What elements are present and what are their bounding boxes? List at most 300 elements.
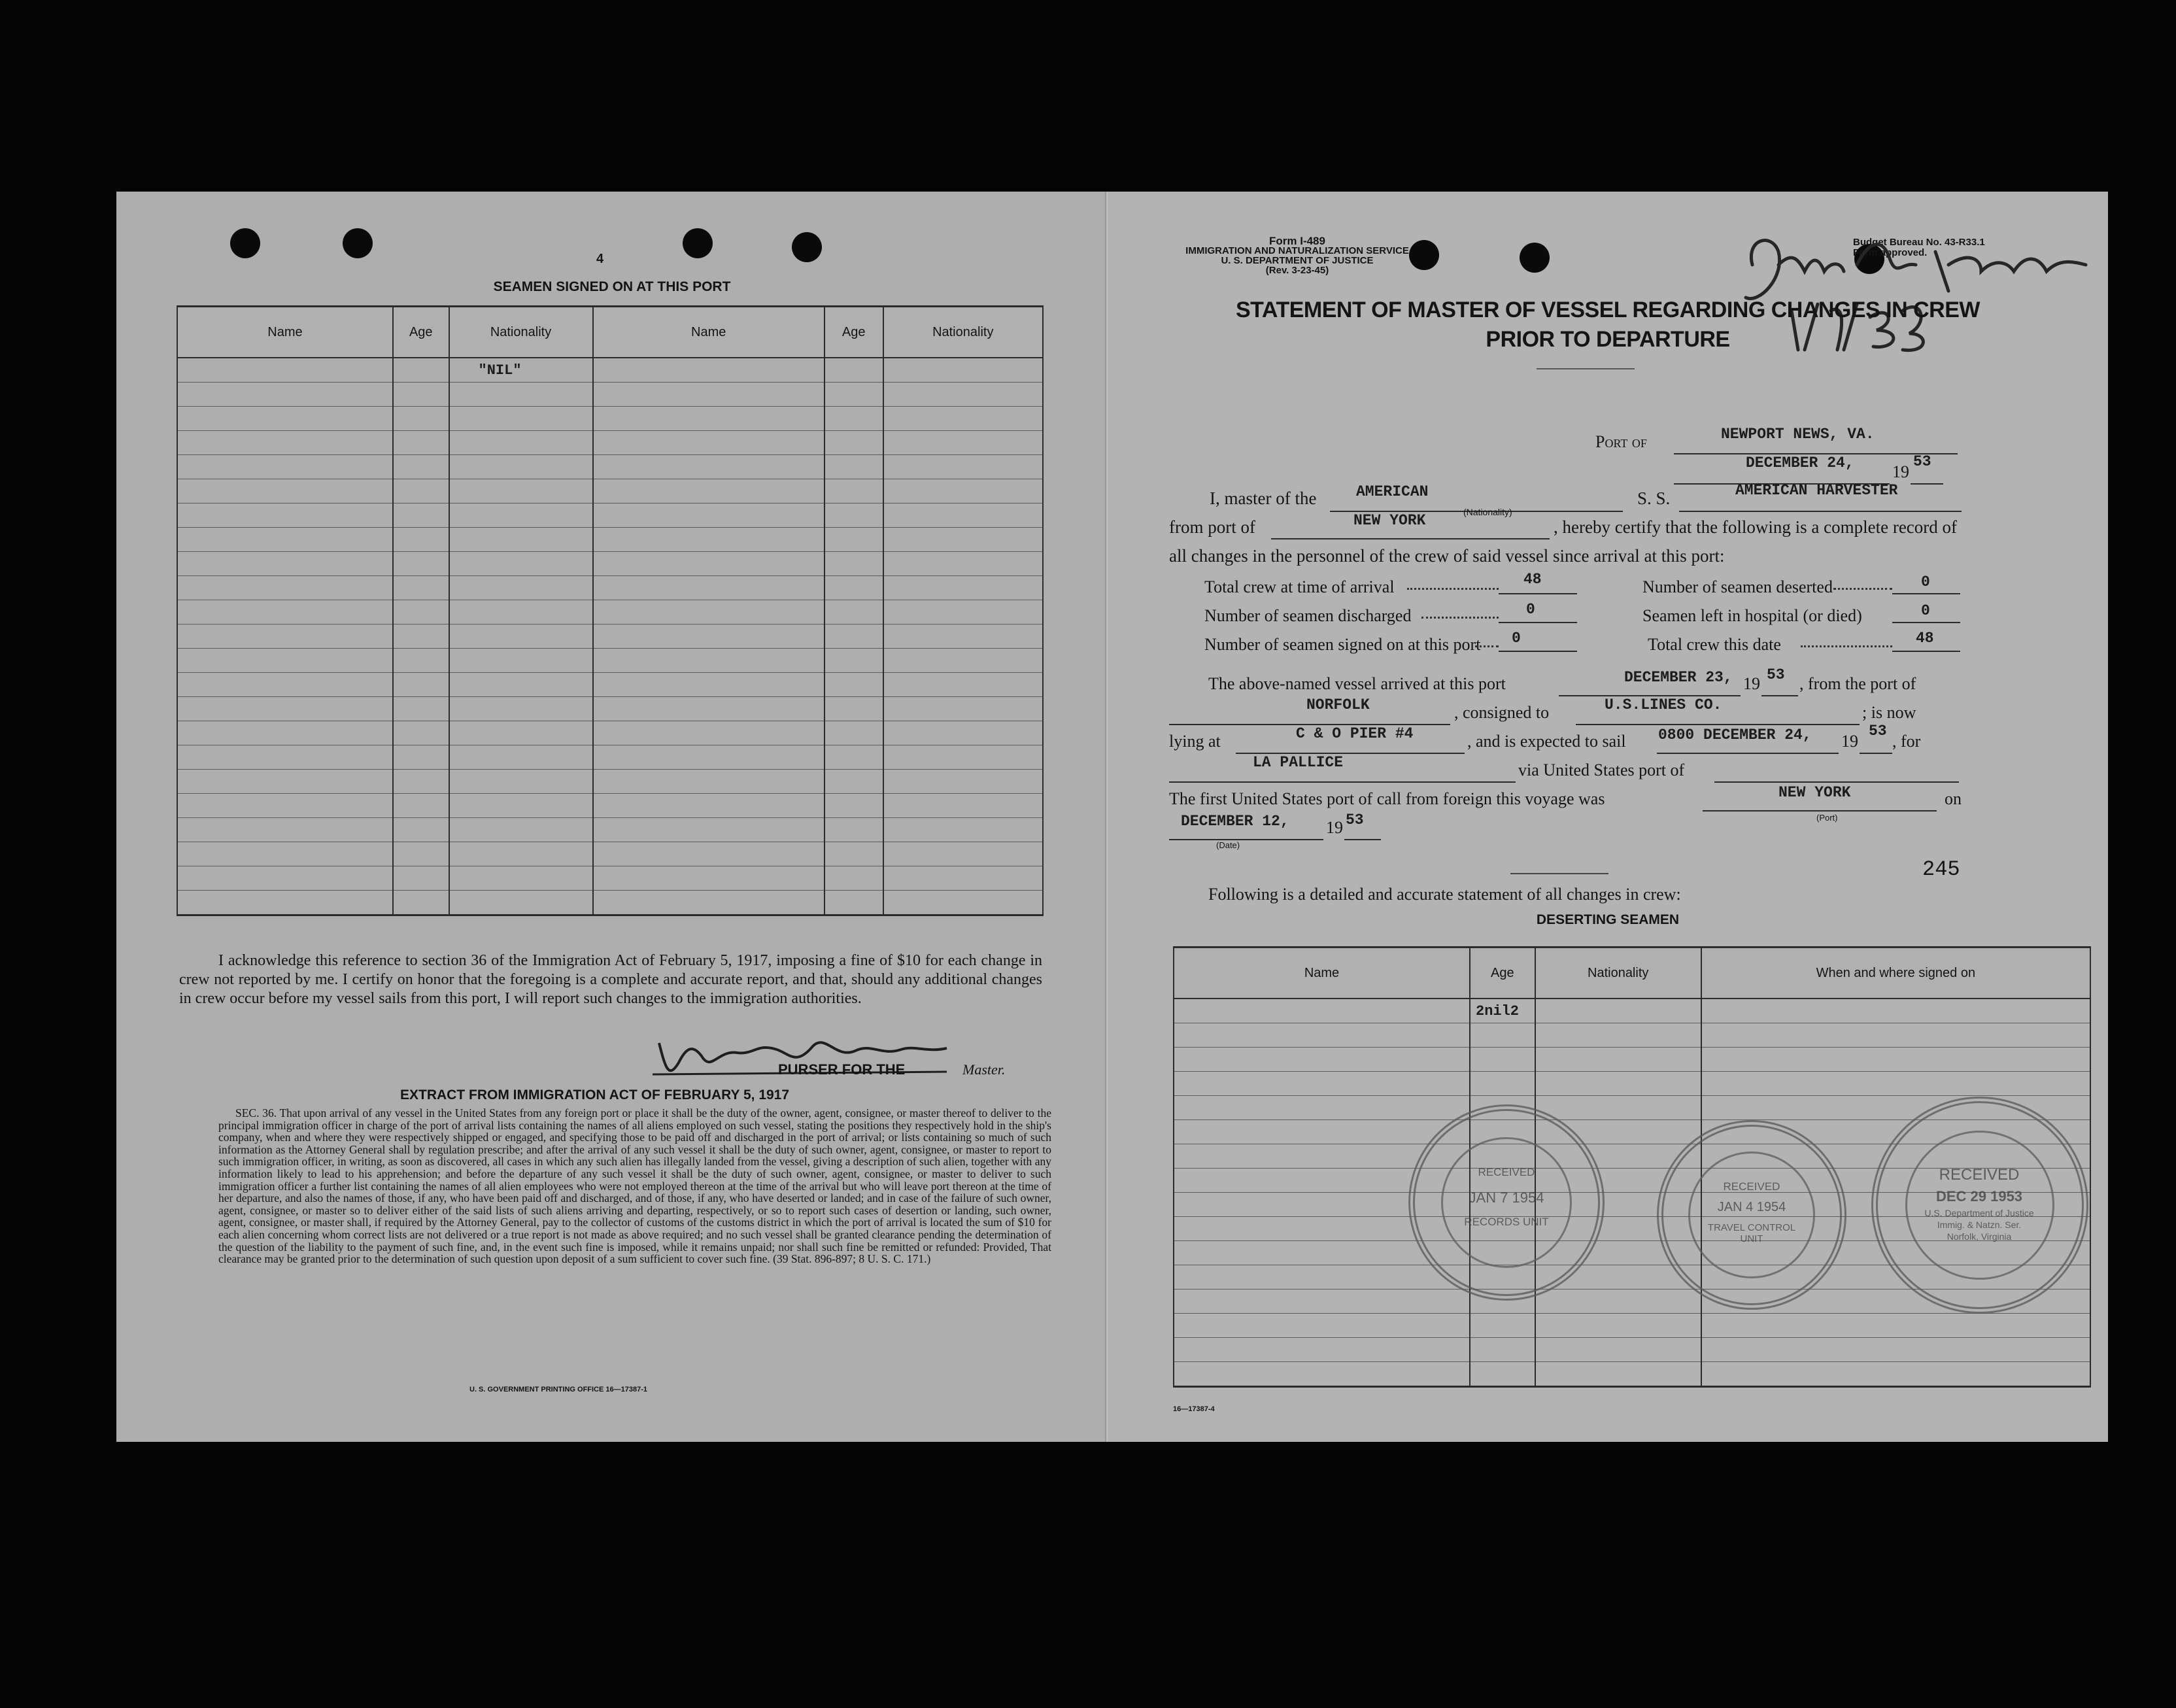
table-cell xyxy=(824,479,883,504)
table-cell xyxy=(593,431,824,455)
table-row xyxy=(1174,1314,2090,1338)
table-cell xyxy=(177,383,393,407)
discharged-label: Number of seamen discharged xyxy=(1204,606,1412,625)
value-line xyxy=(1499,636,1577,652)
table-cell xyxy=(449,866,593,891)
table-row xyxy=(177,455,1043,479)
column-header: Name xyxy=(593,307,824,358)
table-cell xyxy=(1174,1265,1470,1290)
signed-on-value: 0 xyxy=(1512,630,1521,647)
table-cell xyxy=(593,552,824,576)
deserting-title: DESERTING SEAMEN xyxy=(1536,912,1680,927)
form-header xyxy=(1173,236,1421,275)
table-cell xyxy=(1535,1048,1701,1072)
table-row xyxy=(177,721,1043,745)
table-row xyxy=(177,479,1043,504)
table-cell xyxy=(449,697,593,721)
table-cell xyxy=(449,624,593,649)
leader-dots xyxy=(1833,588,1892,590)
form-title xyxy=(1108,298,2108,352)
table-cell xyxy=(593,528,824,552)
column-header: Name xyxy=(1174,948,1470,999)
table-cell xyxy=(1535,1314,1701,1338)
arrived-label: The above-named vessel arrived at this port xyxy=(1208,674,1506,693)
table-cell xyxy=(883,479,1043,504)
right-page xyxy=(1108,192,2108,1442)
stamp-ring xyxy=(1905,1131,2054,1280)
table-cell xyxy=(1470,1362,1535,1387)
master-of-the-label: I, master of the xyxy=(1210,488,1317,508)
year-prefix: 19 xyxy=(1841,732,1858,751)
table-row xyxy=(177,745,1043,770)
stamp-text: TRAVEL CONTROL UNIT xyxy=(1707,1222,1796,1244)
table-cell xyxy=(393,383,449,407)
certify-text-2: all changes in the personnel of the crew of said vessel since arrival at this port: xyxy=(1169,546,1725,566)
table-cell xyxy=(883,770,1043,794)
table-cell xyxy=(393,552,449,576)
form-approved: Form approved. xyxy=(1853,247,1928,258)
left-page xyxy=(116,192,1108,1442)
table-cell xyxy=(449,673,593,697)
table-cell xyxy=(824,431,883,455)
table-cell xyxy=(1174,1290,1470,1314)
table-cell xyxy=(393,866,449,891)
table-cell xyxy=(449,383,593,407)
table-cell xyxy=(1701,1362,2090,1387)
on-label: on xyxy=(1945,789,1962,808)
table-cell xyxy=(177,552,393,576)
table-row xyxy=(177,697,1043,721)
table-row xyxy=(177,504,1043,528)
deserted-value: 0 xyxy=(1921,573,1930,590)
first-port-label: The first United States port of call from foreign this voyage was xyxy=(1169,789,1605,808)
table-cell xyxy=(177,794,393,818)
table-cell xyxy=(449,745,593,770)
table-row xyxy=(177,407,1043,431)
table-cell xyxy=(593,673,824,697)
table-row xyxy=(177,624,1043,649)
origin-port: NORFOLK xyxy=(1306,696,1370,713)
stamp-date: JAN 7 1954 xyxy=(1469,1189,1544,1206)
title-line: STATEMENT OF MASTER OF VESSEL REGARDING CHANGES IN CREW xyxy=(1236,298,1980,322)
agency-line: IMMIGRATION AND NATURALIZATION SERVICE xyxy=(1185,245,1409,256)
port-label: Port of xyxy=(1595,432,1647,451)
table-cell xyxy=(883,407,1043,431)
printing-office: U. S. GOVERNMENT PRINTING OFFICE 16—17387-1 xyxy=(469,1386,648,1393)
table-cell xyxy=(393,479,449,504)
table-cell xyxy=(824,552,883,576)
table-cell xyxy=(593,576,824,600)
table-cell xyxy=(883,721,1043,745)
table-cell xyxy=(593,624,824,649)
punch-hole xyxy=(792,232,822,262)
table-row xyxy=(177,818,1043,842)
table-cell xyxy=(824,770,883,794)
table-cell xyxy=(393,431,449,455)
revision: (Rev. 3-23-45) xyxy=(1265,265,1329,276)
table-row xyxy=(177,431,1043,455)
table-cell xyxy=(883,383,1043,407)
section-title: SEAMEN SIGNED ON AT THIS PORT xyxy=(493,279,731,294)
table-cell xyxy=(1174,1362,1470,1387)
table-cell xyxy=(593,721,824,745)
table-cell xyxy=(1470,1314,1535,1338)
table-row xyxy=(177,891,1043,915)
table-cell xyxy=(177,407,393,431)
signer-title: PURSER FOR THE xyxy=(778,1061,906,1078)
table-cell xyxy=(1535,1023,1701,1048)
sheet-number: 245 xyxy=(1922,857,1960,881)
arrived-date: DECEMBER 23, xyxy=(1624,669,1733,686)
table-cell xyxy=(393,818,449,842)
lying-at-label: lying at xyxy=(1169,732,1221,751)
via-line xyxy=(1714,767,1959,783)
table-cell xyxy=(449,528,593,552)
year-line xyxy=(1860,738,1892,754)
ship-name: AMERICAN HARVESTER xyxy=(1735,482,1898,499)
consigned-label: , consigned to xyxy=(1454,703,1550,722)
punch-hole xyxy=(1520,243,1550,273)
table-cell xyxy=(883,358,1043,383)
table-cell xyxy=(593,842,824,866)
first-port-value: NEW YORK xyxy=(1778,784,1851,801)
table-cell xyxy=(593,697,824,721)
divider xyxy=(1510,873,1608,874)
table-row xyxy=(177,794,1043,818)
table-cell xyxy=(449,455,593,479)
table-cell xyxy=(393,624,449,649)
nationality-value: AMERICAN xyxy=(1356,483,1429,500)
table-cell xyxy=(824,600,883,624)
table-cell xyxy=(824,721,883,745)
table-cell xyxy=(177,431,393,455)
table-cell xyxy=(883,866,1043,891)
table-cell xyxy=(1174,1072,1470,1096)
table-cell xyxy=(177,455,393,479)
sail-year: 53 xyxy=(1869,723,1887,740)
certify-text: , hereby certify that the following is a complete record of xyxy=(1554,517,1958,537)
table-cell xyxy=(177,745,393,770)
column-header: Nationality xyxy=(1535,948,1701,999)
table-cell xyxy=(824,745,883,770)
from-port-label: from port of xyxy=(1169,517,1255,537)
table-cell xyxy=(177,504,393,528)
table-cell xyxy=(1701,1338,2090,1362)
table-cell xyxy=(177,576,393,600)
ss-label: S. S. xyxy=(1637,488,1671,508)
agency-line: U. S. DEPARTMENT OF JUSTICE xyxy=(1221,255,1374,266)
signed-on-label: Number of seamen signed on at this port xyxy=(1204,635,1481,654)
port-value: NEWPORT NEWS, VA. xyxy=(1721,426,1875,443)
table-cell xyxy=(824,794,883,818)
table-cell xyxy=(824,891,883,915)
acknowledgement-text: I acknowledge this reference to section 36 of the Immigration Act of February 5, 1917, imposing a fine of $10 for each change in crew not reported by me. I certify on honor that the foregoing is a complete and accurate report, and that, should any additional changes in crew occur before my vessel sails from this port, I will report such changes to the immigration authorities. xyxy=(179,952,1042,1007)
table-cell xyxy=(393,504,449,528)
column-header: Name xyxy=(177,307,393,358)
stamp-text: RECEIVED xyxy=(1478,1166,1535,1178)
table-cell xyxy=(177,673,393,697)
stamp-text: RECEIVED xyxy=(1723,1180,1780,1193)
table-cell xyxy=(1701,999,2090,1023)
table-cell xyxy=(1174,1120,1470,1144)
stamp-text: Norfolk, Virginia xyxy=(1946,1231,2012,1242)
date-value: DECEMBER 24, xyxy=(1746,454,1854,471)
table-cell xyxy=(393,745,449,770)
table-cell xyxy=(177,624,393,649)
table-cell xyxy=(393,649,449,673)
first-port-year: 53 xyxy=(1346,811,1364,828)
table-cell xyxy=(1174,999,1470,1023)
stamp-text: RECEIVED xyxy=(1939,1166,2020,1184)
column-header: Age xyxy=(1470,948,1535,999)
consignee: U.S.LINES CO. xyxy=(1605,696,1722,713)
year-line xyxy=(1911,469,1943,485)
leader-dots xyxy=(1407,588,1499,590)
destination: LA PALLICE xyxy=(1253,754,1344,771)
first-port-date: DECEMBER 12, xyxy=(1181,813,1289,830)
table-cell xyxy=(449,407,593,431)
table-cell xyxy=(593,504,824,528)
from-port-value: NEW YORK xyxy=(1353,512,1426,529)
table-cell xyxy=(1701,1023,2090,1048)
table-cell xyxy=(1470,1023,1535,1048)
table-cell xyxy=(593,891,824,915)
records-unit-stamp xyxy=(1408,1104,1605,1301)
expected-label: , and is expected to sail xyxy=(1467,732,1626,751)
page-number: 4 xyxy=(596,252,604,266)
table-cell xyxy=(824,842,883,866)
value-line xyxy=(1499,607,1577,623)
table-cell xyxy=(824,649,883,673)
table-cell xyxy=(177,891,393,915)
table-row xyxy=(177,866,1043,891)
title-line: PRIOR TO DEPARTURE xyxy=(1486,327,1730,352)
table-cell xyxy=(824,504,883,528)
table-cell xyxy=(883,745,1043,770)
table-cell xyxy=(1701,1048,2090,1072)
table-cell xyxy=(1535,999,1701,1023)
leader-dots xyxy=(1801,645,1892,647)
leader-dots xyxy=(1475,645,1499,647)
table-cell xyxy=(177,697,393,721)
travel-control-stamp xyxy=(1657,1120,1846,1310)
table-cell xyxy=(449,770,593,794)
date-caption: (Date) xyxy=(1216,840,1240,850)
for-label: , for xyxy=(1892,732,1921,751)
table-cell xyxy=(177,479,393,504)
table-row xyxy=(1174,1338,2090,1362)
table-cell xyxy=(883,794,1043,818)
table-cell xyxy=(177,818,393,842)
form-number: Form I-489 xyxy=(1269,235,1325,247)
column-header: When and where signed on xyxy=(1701,948,2090,999)
table-cell xyxy=(593,600,824,624)
stamp-text: RECORDS UNIT xyxy=(1464,1216,1549,1228)
table-cell xyxy=(449,576,593,600)
table-cell xyxy=(593,818,824,842)
table-row xyxy=(177,358,1043,383)
table-row xyxy=(177,552,1043,576)
table-cell xyxy=(593,745,824,770)
table-cell xyxy=(393,407,449,431)
total-date-label: Total crew this date xyxy=(1648,635,1781,654)
table-row xyxy=(1174,999,2090,1023)
table-cell xyxy=(593,770,824,794)
table-cell xyxy=(177,770,393,794)
extract-title: EXTRACT FROM IMMIGRATION ACT OF FEBRUARY 5, 1917 xyxy=(400,1087,790,1102)
table-cell xyxy=(393,794,449,818)
table-cell xyxy=(593,358,824,383)
table-cell xyxy=(1701,1314,2090,1338)
punch-hole xyxy=(683,228,713,258)
table-cell xyxy=(593,479,824,504)
table-cell xyxy=(824,624,883,649)
table-cell xyxy=(1174,1338,1470,1362)
table-cell xyxy=(1470,1072,1535,1096)
table-cell xyxy=(883,600,1043,624)
total-arrival-label: Total crew at time of arrival xyxy=(1204,577,1395,596)
arrived-year: 53 xyxy=(1767,666,1785,683)
table-cell xyxy=(824,358,883,383)
punch-hole xyxy=(343,228,373,258)
table-cell xyxy=(177,842,393,866)
table-cell xyxy=(393,600,449,624)
table-cell xyxy=(824,455,883,479)
table-row xyxy=(177,649,1043,673)
table-cell xyxy=(883,431,1043,455)
table-cell xyxy=(393,576,449,600)
from-the-port-label: , from the port of xyxy=(1799,674,1916,693)
table-cell xyxy=(1470,1048,1535,1072)
table-cell xyxy=(177,358,393,383)
table-cell xyxy=(177,649,393,673)
hospital-value: 0 xyxy=(1921,602,1930,619)
table-cell xyxy=(449,552,593,576)
table-cell xyxy=(393,697,449,721)
table-cell xyxy=(1535,1362,1701,1387)
table-cell xyxy=(593,383,824,407)
table-cell xyxy=(449,649,593,673)
table-cell xyxy=(177,528,393,552)
table-row xyxy=(177,528,1043,552)
table-cell xyxy=(393,673,449,697)
stamp-date: JAN 4 1954 xyxy=(1717,1200,1786,1214)
table-cell xyxy=(449,504,593,528)
table-cell xyxy=(1535,1338,1701,1362)
total-arrival-value: 48 xyxy=(1523,571,1542,588)
stamp-text: Immig. & Natzn. Ser. xyxy=(1937,1220,2022,1230)
deserted-label: Number of seamen deserted xyxy=(1642,577,1833,596)
sail-value: 0800 DECEMBER 24, xyxy=(1658,726,1812,743)
table-cell xyxy=(883,891,1043,915)
table-cell xyxy=(449,431,593,455)
table-cell xyxy=(1535,1072,1701,1096)
table-cell xyxy=(824,673,883,697)
table-cell xyxy=(883,842,1043,866)
table-cell xyxy=(824,818,883,842)
year-prefix: 19 xyxy=(1743,674,1760,693)
table-cell xyxy=(1701,1072,2090,1096)
table-row xyxy=(1174,1048,2090,1072)
table-cell xyxy=(393,770,449,794)
total-date-value: 48 xyxy=(1916,630,1934,647)
table-cell xyxy=(1174,1314,1470,1338)
table-cell xyxy=(883,552,1043,576)
port-caption: (Port) xyxy=(1816,813,1838,823)
table-cell xyxy=(824,528,883,552)
table-cell xyxy=(883,528,1043,552)
table-cell xyxy=(883,455,1043,479)
table-cell xyxy=(824,383,883,407)
table-cell xyxy=(824,576,883,600)
table-cell xyxy=(883,649,1043,673)
table-cell xyxy=(449,842,593,866)
table-cell xyxy=(449,891,593,915)
table-cell xyxy=(177,721,393,745)
table-cell xyxy=(449,479,593,504)
footer-code: 16—17387-4 xyxy=(1173,1405,1215,1413)
table-cell xyxy=(393,358,449,383)
table-cell xyxy=(393,455,449,479)
table-cell xyxy=(1535,1290,1701,1314)
master-label: Master. xyxy=(962,1061,1006,1078)
table-cell xyxy=(883,818,1043,842)
table-cell xyxy=(883,697,1043,721)
budget-number: Budget Bureau No. 43-R33.1 xyxy=(1853,237,1985,248)
table-cell xyxy=(883,624,1043,649)
deserting-entry: 2nil2 xyxy=(1470,999,1535,1023)
table-cell xyxy=(393,528,449,552)
table-cell xyxy=(883,673,1043,697)
table-cell xyxy=(1470,1338,1535,1362)
table-row xyxy=(1174,1362,2090,1387)
table-cell xyxy=(824,866,883,891)
table-cell xyxy=(883,504,1043,528)
table-cell xyxy=(449,794,593,818)
table-cell xyxy=(883,576,1043,600)
table-cell xyxy=(1174,1048,1470,1072)
table-cell xyxy=(449,818,593,842)
stamp-text: U.S. Department of Justice xyxy=(1924,1208,2034,1218)
is-now-label: ; is now xyxy=(1862,703,1916,722)
table-cell xyxy=(449,721,593,745)
year-prefix: 19 xyxy=(1326,818,1343,837)
table-row xyxy=(177,842,1043,866)
table-cell xyxy=(393,721,449,745)
stamp-ring xyxy=(1688,1152,1815,1278)
table-cell xyxy=(593,455,824,479)
table-cell xyxy=(177,600,393,624)
table-row xyxy=(177,576,1043,600)
divider xyxy=(1537,368,1635,369)
table-row xyxy=(177,383,1043,407)
year-value: 53 xyxy=(1913,453,1931,470)
table-cell xyxy=(1174,1096,1470,1120)
following-text: Following is a detailed and accurate statement of all changes in crew: xyxy=(1208,885,1681,904)
table-row xyxy=(177,673,1043,697)
table-cell xyxy=(824,407,883,431)
column-header: Nationality xyxy=(449,307,593,358)
table-cell xyxy=(824,697,883,721)
table-row xyxy=(1174,1023,2090,1048)
table-cell xyxy=(449,600,593,624)
table-cell xyxy=(1535,1096,1701,1120)
signed-on-table xyxy=(177,305,1044,916)
punch-hole xyxy=(230,228,260,258)
norfolk-received-stamp xyxy=(1871,1097,2088,1314)
table-row xyxy=(177,770,1043,794)
table-cell xyxy=(593,407,824,431)
